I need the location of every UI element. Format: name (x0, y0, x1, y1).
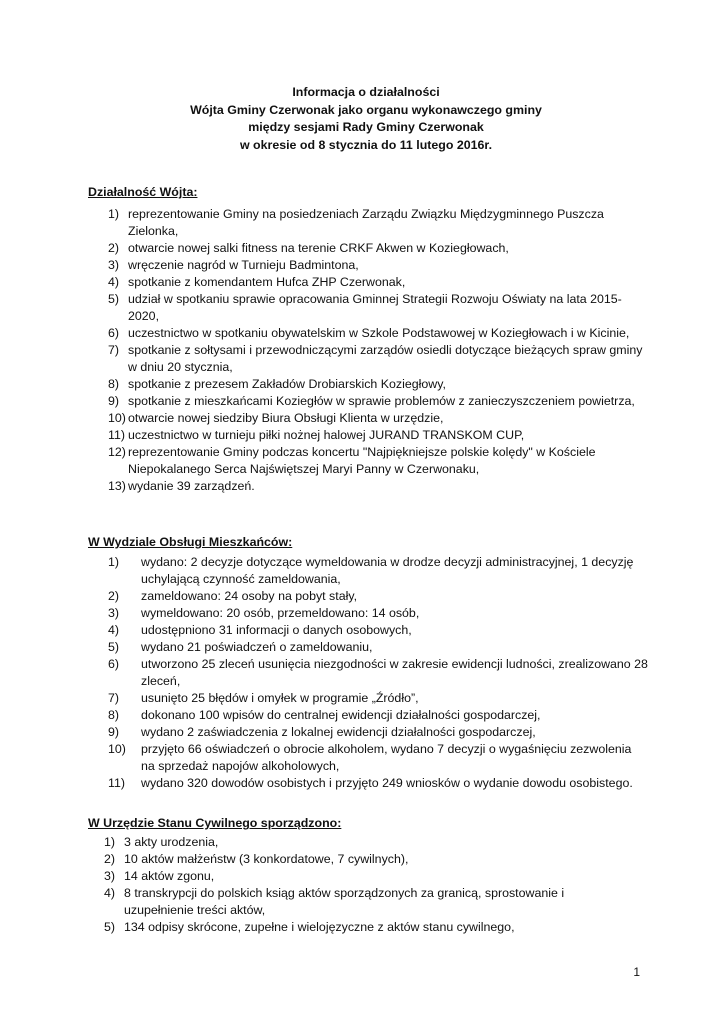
item-text: 8 transkrypcji do polskich ksiąg aktów sporządzonych za granicą, sprostowanie i uzupełnienie treści aktów, (124, 886, 565, 917)
item-text: spotkanie z mieszkańcami Koziegłów w sprawie problemów z zanieczyszczeniem powietrza, (128, 394, 635, 408)
item-text: wręczenie nagród w Turnieju Badmintona, (128, 258, 359, 272)
title-line: Informacja o działalności (292, 85, 440, 99)
item-number: 11) (108, 428, 125, 442)
list-item (108, 257, 648, 274)
list-item (108, 775, 648, 792)
list-item (108, 690, 648, 707)
item-number: 7) (108, 343, 120, 357)
item-text: 3 akty urodzenia, (124, 835, 219, 849)
list-item (104, 868, 604, 885)
list-item (108, 588, 648, 605)
item-number: 5) (104, 920, 116, 934)
list-item (108, 444, 648, 478)
item-text: uczestnictwo w turnieju piłki nożnej halowej JURAND TRANSKOM CUP, (128, 428, 525, 442)
item-text: usunięto 25 błędów i omyłek w programie „Źródło”, (141, 691, 419, 705)
item-text: spotkanie z komendantem Hufca ZHP Czerwonak, (128, 275, 406, 289)
item-text: uczestnictwo w spotkaniu obywatelskim w Szkole Podstawowej w Koziegłowach i w Kicinie, (128, 326, 630, 340)
item-text: wydano 21 poświadczeń o zameldowaniu, (141, 640, 373, 654)
item-text: wydano: 2 decyzje dotyczące wymeldowania w drodze decyzji administracyjnej, 1 decyzję uchylającą czynność zameldowania, (141, 555, 634, 586)
list-item (108, 274, 648, 291)
list-item (104, 919, 604, 936)
item-number: 5) (108, 292, 120, 306)
list-item (108, 639, 648, 656)
item-number: 3) (108, 606, 120, 620)
item-text: udostępniono 31 informacji o danych osobowych, (141, 623, 412, 637)
item-text: spotkanie z prezesem Zakładów Drobiarskich Koziegłowy, (128, 377, 446, 391)
item-number: 1) (104, 835, 116, 849)
item-text: wymeldowano: 20 osób, przemeldowano: 14 osób, (141, 606, 420, 620)
title-line: między sesjami Rady Gminy Czerwonak (248, 120, 484, 134)
item-number: 4) (108, 623, 120, 637)
item-text: spotkanie z sołtysami i przewodniczącymi zarządów osiedli dotyczące bieżących spraw gminy w dniu 20 stycznia, (128, 343, 643, 374)
list-item (108, 656, 648, 690)
list-item (108, 410, 648, 427)
list-item (108, 554, 648, 588)
item-number: 8) (108, 708, 120, 722)
item-text: przyjęto 66 oświadczeń o obrocie alkoholem, wydano 7 decyzji o wygaśnięciu zezwolenia na sprzedaż napojów alkoholowych, (141, 742, 632, 773)
list-item (108, 707, 648, 724)
item-number: 1) (108, 207, 120, 221)
residents-service-list (108, 554, 648, 792)
list-item (108, 393, 648, 410)
title-line: Wójta Gminy Czerwonak jako organu wykonawczego gminy (190, 102, 542, 117)
item-number: 10) (108, 411, 126, 425)
section-heading-usc: W Urzędzie Stanu Cywilnego sporządzono: (88, 816, 342, 830)
item-number: 6) (108, 326, 120, 340)
section-heading-wydzial-obslugi: W Wydziale Obsługi Mieszkańców: (88, 535, 293, 549)
item-text: 14 aktów zgonu, (124, 869, 215, 883)
list-item (104, 834, 604, 851)
item-number: 8) (108, 377, 120, 391)
item-number: 11) (108, 776, 125, 790)
item-number: 4) (108, 275, 120, 289)
document-title (88, 84, 644, 154)
item-number: 1) (108, 555, 120, 569)
item-text: reprezentowanie Gminy podczas koncertu "Najpiękniejsze polskie kolędy" w Kościele Niepokalanego Serca Najświętszej Maryi Panny w Czerwonaku, (128, 445, 596, 476)
item-number: 4) (104, 886, 116, 900)
item-number: 7) (108, 691, 120, 705)
item-number: 2) (104, 852, 116, 866)
item-number: 13) (108, 479, 126, 493)
item-number: 3) (104, 869, 116, 883)
list-item (108, 240, 648, 257)
list-item (104, 851, 604, 868)
item-number: 3) (108, 258, 120, 272)
item-text: otwarcie nowej salki fitness na terenie CRKF Akwen w Koziegłowach, (128, 241, 509, 255)
item-number: 9) (108, 394, 120, 408)
list-item (108, 478, 648, 495)
list-item (108, 291, 648, 325)
item-text: zameldowano: 24 osoby na pobyt stały, (141, 589, 358, 603)
item-text: utworzono 25 zleceń usunięcia niezgodności w zakresie ewidencji ludności, zrealizowano 28 zleceń, (141, 657, 648, 688)
item-number: 2) (108, 241, 120, 255)
item-number: 6) (108, 657, 120, 671)
item-number: 9) (108, 725, 120, 739)
item-number: 10) (108, 742, 126, 756)
list-item (108, 342, 648, 376)
page-number: 1 (633, 965, 640, 979)
wojt-activities-list (108, 206, 648, 495)
list-item (108, 724, 648, 741)
list-item (108, 741, 648, 775)
list-item (108, 427, 648, 444)
item-text: wydano 2 zaświadczenia z lokalnej ewidencji działalności gospodarczej, (141, 725, 536, 739)
list-item (108, 206, 648, 240)
list-item (108, 605, 648, 622)
list-item (108, 376, 648, 393)
item-number: 12) (108, 445, 126, 459)
section-heading-dzialalnosc-wojta: Działalność Wójta: (88, 185, 198, 199)
item-text: udział w spotkaniu sprawie opracowania Gminnej Strategii Rozwoju Oświaty na lata 2015-2020, (128, 292, 622, 323)
list-item (108, 622, 648, 639)
item-text: otwarcie nowej siedziby Biura Obsługi Klienta w urzędzie, (128, 411, 444, 425)
item-text: dokonano 100 wpisów do centralnej ewidencji działalności gospodarczej, (141, 708, 541, 722)
civil-registry-list (104, 834, 604, 936)
item-number: 2) (108, 589, 120, 603)
item-text: reprezentowanie Gminy na posiedzeniach Zarządu Związku Międzygminnego Puszcza Zielonka, (128, 207, 604, 238)
item-text: wydano 320 dowodów osobistych i przyjęto 249 wniosków o wydanie dowodu osobistego. (141, 776, 633, 790)
item-text: 10 aktów małżeństw (3 konkordatowe, 7 cywilnych), (124, 852, 409, 866)
item-text: wydanie 39 zarządzeń. (128, 479, 255, 493)
list-item (104, 885, 604, 919)
item-text: 134 odpisy skrócone, zupełne i wielojęzyczne z aktów stanu cywilnego, (124, 920, 515, 934)
item-number: 5) (108, 640, 120, 654)
list-item (108, 325, 648, 342)
title-line: w okresie od 8 stycznia do 11 lutego 2016r. (239, 137, 493, 152)
